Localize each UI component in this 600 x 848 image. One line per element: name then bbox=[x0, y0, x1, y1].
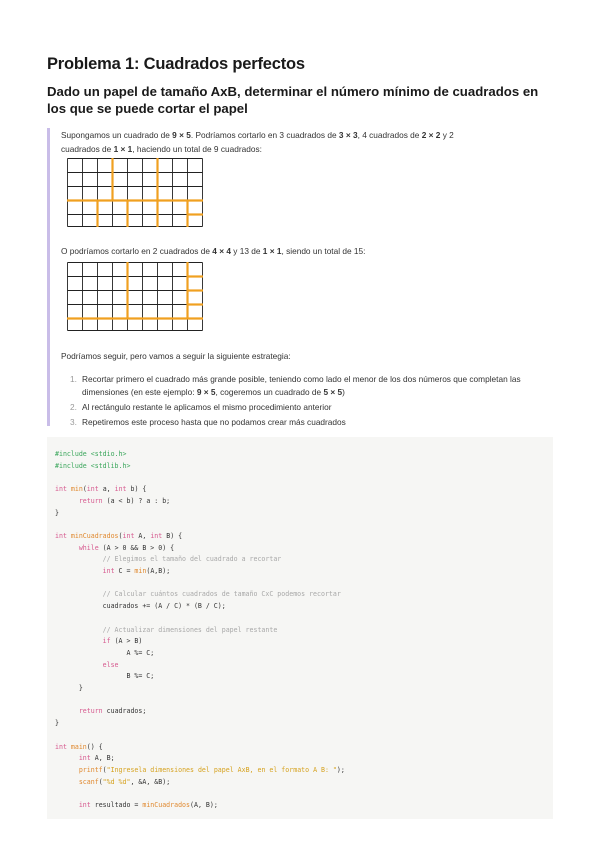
code-content bbox=[55, 449, 345, 812]
code-token: cuadrados; bbox=[106, 707, 147, 716]
code-token: main bbox=[70, 742, 87, 751]
code-line bbox=[55, 555, 281, 563]
math: 9 × 5 bbox=[196, 387, 216, 397]
code-token bbox=[55, 661, 103, 669]
math: 1 × 1 bbox=[113, 144, 133, 154]
code-token: cuadrados += (A / C) * (B / C); bbox=[55, 602, 226, 611]
code-token: min bbox=[70, 485, 83, 494]
code-line bbox=[55, 719, 59, 727]
code-line bbox=[55, 590, 341, 598]
code-token bbox=[55, 567, 103, 575]
code-token: printf bbox=[78, 765, 103, 774]
code-line bbox=[55, 509, 59, 517]
code-token: int bbox=[55, 531, 71, 540]
text: Supongamos un cuadrado de bbox=[61, 130, 173, 140]
code-token bbox=[55, 637, 103, 645]
code-line bbox=[55, 707, 146, 715]
math: 4 × 4 bbox=[212, 246, 231, 256]
code-line bbox=[55, 462, 130, 470]
code-token: A, bbox=[138, 531, 151, 540]
list-number: 2. bbox=[70, 402, 77, 412]
code-token: ( bbox=[102, 765, 107, 774]
code-line bbox=[55, 637, 142, 645]
code-line bbox=[55, 602, 226, 610]
code-token bbox=[55, 766, 79, 774]
page-title: Problema 1: Cuadrados perfectos bbox=[47, 55, 305, 73]
code-token: a, bbox=[102, 485, 115, 494]
code-token bbox=[55, 754, 79, 762]
code-token: int bbox=[55, 742, 71, 751]
list-number: 1. bbox=[70, 374, 77, 384]
paragraph-example-1 bbox=[61, 128, 531, 156]
code-token: (A,B); bbox=[146, 567, 171, 576]
text: , siendo un total de 15: bbox=[281, 246, 366, 256]
code-line bbox=[55, 754, 115, 762]
code-token bbox=[55, 626, 103, 634]
code-token: C = bbox=[118, 567, 135, 576]
code-token: int bbox=[102, 567, 119, 576]
paragraph-example-2 bbox=[61, 244, 531, 258]
text: , cogeremos un cuadrado de bbox=[215, 387, 324, 397]
code-token: #include <stdio.h> bbox=[55, 450, 127, 458]
code-token: ( bbox=[98, 777, 103, 786]
code-token: B %= C; bbox=[55, 672, 155, 681]
code-line bbox=[55, 743, 103, 751]
text: y 13 de bbox=[230, 246, 263, 256]
code-line bbox=[55, 801, 218, 809]
code-token: (A, B); bbox=[190, 801, 218, 810]
code-token: "Ingresela dimensiones del papel AxB, en el formato A B: " bbox=[106, 765, 337, 774]
code-token: int bbox=[122, 531, 139, 540]
code-token: return bbox=[78, 707, 107, 716]
strategy-list bbox=[70, 373, 530, 431]
text: cuadrados de bbox=[61, 144, 114, 154]
code-token: int bbox=[78, 801, 95, 810]
list-number: 3. bbox=[70, 417, 77, 427]
grid-diagram-15-squares bbox=[67, 262, 207, 332]
text: Al rectángulo restante le aplicamos el mismo procedimiento anterior bbox=[82, 402, 332, 412]
code-token bbox=[55, 555, 103, 563]
code-token: (a < b) ? a : b; bbox=[106, 496, 171, 505]
quote-bar bbox=[47, 128, 50, 426]
math: 1 × 1 bbox=[262, 246, 282, 256]
code-token: else bbox=[102, 660, 119, 669]
code-token: A, B; bbox=[94, 754, 115, 763]
code-token: int bbox=[86, 485, 103, 494]
code-token: // Actualizar dimensiones del papel restante bbox=[102, 625, 278, 634]
code-token: scanf bbox=[78, 777, 99, 786]
code-token: () { bbox=[86, 742, 103, 751]
code-line bbox=[55, 532, 182, 540]
code-token: (A > B) bbox=[114, 637, 143, 646]
code-token: } bbox=[55, 684, 83, 693]
paragraph-strategy: Podríamos seguir, pero vamos a seguir la siguiente estrategia: bbox=[61, 351, 291, 361]
text: Repetiremos este proceso hasta que no podamos crear más cuadrados bbox=[82, 417, 346, 427]
code-token: B) { bbox=[166, 531, 183, 540]
code-token: int bbox=[150, 531, 167, 540]
code-token: resultado = bbox=[94, 801, 143, 810]
code-token: while bbox=[78, 543, 103, 552]
code-token: return bbox=[78, 496, 107, 505]
code-token: minCuadrados bbox=[142, 801, 190, 810]
list-item bbox=[70, 416, 530, 429]
code-token: ); bbox=[336, 765, 345, 774]
code-token bbox=[55, 544, 79, 552]
code-token: int bbox=[55, 485, 71, 494]
text: , haciendo un total de 9 cuadrados: bbox=[132, 144, 262, 154]
code-line bbox=[55, 778, 170, 786]
code-token: , &A, &B); bbox=[130, 777, 171, 786]
code-token: int bbox=[78, 754, 95, 763]
code-token bbox=[55, 590, 103, 598]
code-line bbox=[55, 766, 345, 774]
grid-diagram-9-squares bbox=[67, 158, 207, 228]
text: Recortar primero el cuadrado más grande posible, teniendo como lado el menor de los dos números que completan las dimensiones (en este ejemplo: bbox=[82, 374, 521, 397]
code-line bbox=[55, 626, 277, 634]
math: 9 × 5 bbox=[172, 130, 191, 140]
text: y 2 bbox=[440, 130, 454, 140]
code-token: b) { bbox=[130, 485, 147, 494]
code-token: ( bbox=[118, 531, 123, 540]
text: O podríamos cortarlo en 2 cuadrados de bbox=[61, 246, 213, 256]
code-line bbox=[55, 649, 154, 657]
code-token bbox=[55, 778, 79, 786]
code-line bbox=[55, 497, 170, 505]
code-token: #include <stdlib.h> bbox=[55, 461, 131, 470]
math: 5 × 5 bbox=[323, 387, 343, 397]
text: ) bbox=[342, 387, 345, 397]
code-line bbox=[55, 567, 170, 575]
code-token: A %= C; bbox=[55, 648, 155, 657]
list-item bbox=[70, 373, 530, 399]
code-token: "%d %d" bbox=[102, 777, 131, 786]
code-token bbox=[55, 801, 79, 809]
math: 2 × 2 bbox=[421, 130, 441, 140]
math: 3 × 3 bbox=[338, 130, 358, 140]
text: . Podríamos cortarlo en 3 cuadrados de bbox=[190, 130, 339, 140]
code-token bbox=[55, 707, 79, 715]
code-token: } bbox=[55, 508, 59, 517]
code-token: if bbox=[102, 637, 115, 646]
list-item bbox=[70, 401, 530, 414]
text: , 4 cuadrados de bbox=[357, 130, 422, 140]
code-line bbox=[55, 450, 126, 458]
code-block bbox=[47, 437, 553, 819]
code-line bbox=[55, 544, 174, 552]
code-token: minCuadrados bbox=[70, 531, 119, 540]
code-line bbox=[55, 684, 83, 692]
code-line bbox=[55, 672, 154, 680]
code-token: min bbox=[134, 567, 147, 576]
code-line bbox=[55, 661, 119, 669]
code-token: // Calcular cuántos cuadrados de tamaño CxC podemos recortar bbox=[102, 590, 341, 599]
code-token: int bbox=[114, 485, 131, 494]
code-token: // Elegimos el tamaño del cuadrado a recortar bbox=[102, 555, 282, 564]
code-token: } bbox=[55, 719, 59, 728]
problem-subtitle: Dado un papel de tamaño AxB, determinar el número mínimo de cuadrados en los que se puede cortar el papel bbox=[47, 84, 539, 116]
code-line bbox=[55, 485, 146, 493]
code-token: ( bbox=[82, 485, 87, 494]
code-token: (A > 0 && B > 0) { bbox=[102, 543, 175, 552]
code-token bbox=[55, 497, 79, 505]
